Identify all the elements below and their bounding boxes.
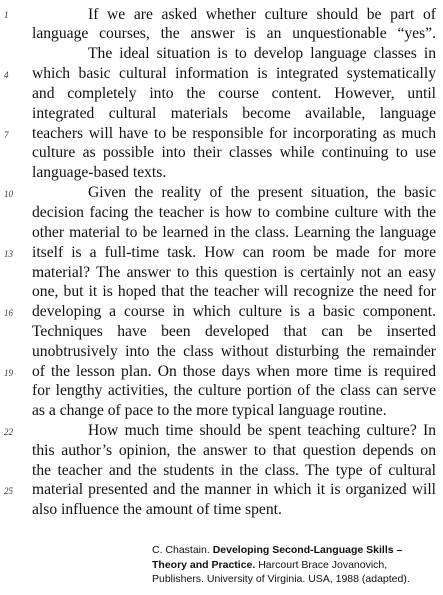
passage-line-5: and completely into the course content. However, until xyxy=(32,85,436,102)
citation-publisher-part-1: Harcourt Brace Jovanovich, xyxy=(258,558,388,571)
passage-line-21: as a change of pace to the more typical language routine. xyxy=(32,402,387,419)
passage-line-24: the teacher and the students in the class. The type of cultural xyxy=(32,462,436,479)
citation-line-2 xyxy=(152,558,438,573)
passage-line-20: for lengthy activities, the culture portion of the class can serve xyxy=(32,382,436,399)
citation-publisher-part-2: Publishers. University of Virginia. USA, 1988 (adapted). xyxy=(152,573,410,585)
passage-line-16: developing a course in which culture is a basic component. xyxy=(32,303,436,320)
line-number-25: 25 xyxy=(4,486,13,496)
line-number-16: 16 xyxy=(4,308,13,318)
passage-line-26: also influence the amount of time spent. xyxy=(32,501,282,518)
passage-line-18: unobtrusively into the class without disturbing the remainder xyxy=(32,343,436,360)
passage-line-17: Techniques have been developed that can be inserted xyxy=(32,323,436,340)
line-number-22: 22 xyxy=(4,427,13,437)
passage-line-12: other material to be learned in the class. Learning the language xyxy=(32,224,436,241)
passage-line-13: itself is a full-time task. How can room be made for more xyxy=(32,244,436,261)
passage-line-19: of the lesson plan. On those days when more time is required xyxy=(32,363,436,380)
passage-line-14: material? The answer to this question is certainly not an easy xyxy=(32,264,436,281)
passage-line-22: How much time should be spent teaching culture? In xyxy=(88,422,436,439)
passage-line-11: decision facing the teacher is how to combine culture with the xyxy=(32,204,436,221)
passage-line-6: integrated cultural materials become available, language xyxy=(32,105,436,122)
passage-line-7: teachers will have to be responsible for incorporating as much xyxy=(32,125,436,142)
citation-author: C. Chastain. xyxy=(152,544,210,556)
line-number-7: 7 xyxy=(4,130,9,140)
passage-line-3: The ideal situation is to develop language classes in xyxy=(88,45,436,62)
citation-line-3 xyxy=(152,572,438,587)
passage-line-8: culture as possible into their classes while continuing to use xyxy=(32,144,436,161)
passage-line-2: language courses, the answer is an unquestionable “yes”. xyxy=(32,25,436,42)
passage-line-25: material presented and the manner in which it is organized will xyxy=(32,481,436,498)
citation-title-part-1: Developing Second-Language Skills – xyxy=(212,544,403,556)
line-number-19: 19 xyxy=(4,368,13,378)
passage-line-9: language-based texts. xyxy=(32,164,167,181)
line-number-4: 4 xyxy=(4,70,9,80)
line-number-1: 1 xyxy=(4,10,9,20)
passage-line-4: which basic cultural information is integrated systematically xyxy=(32,65,436,82)
line-number-13: 13 xyxy=(4,249,13,259)
line-number-10: 10 xyxy=(4,189,13,199)
passage-line-15: one, but it is hoped that the teacher will recognize the need for xyxy=(32,283,436,300)
citation-title-part-2: Theory and Practice. xyxy=(152,558,256,571)
citation-line-1 xyxy=(152,543,438,558)
passage-line-23: this author’s opinion, the answer to that question depends on xyxy=(32,442,436,459)
passage-line-10: Given the reality of the present situation, the basic xyxy=(88,184,436,201)
passage-line-1: If we are asked whether culture should be part of xyxy=(88,6,436,23)
source-citation xyxy=(152,543,438,587)
